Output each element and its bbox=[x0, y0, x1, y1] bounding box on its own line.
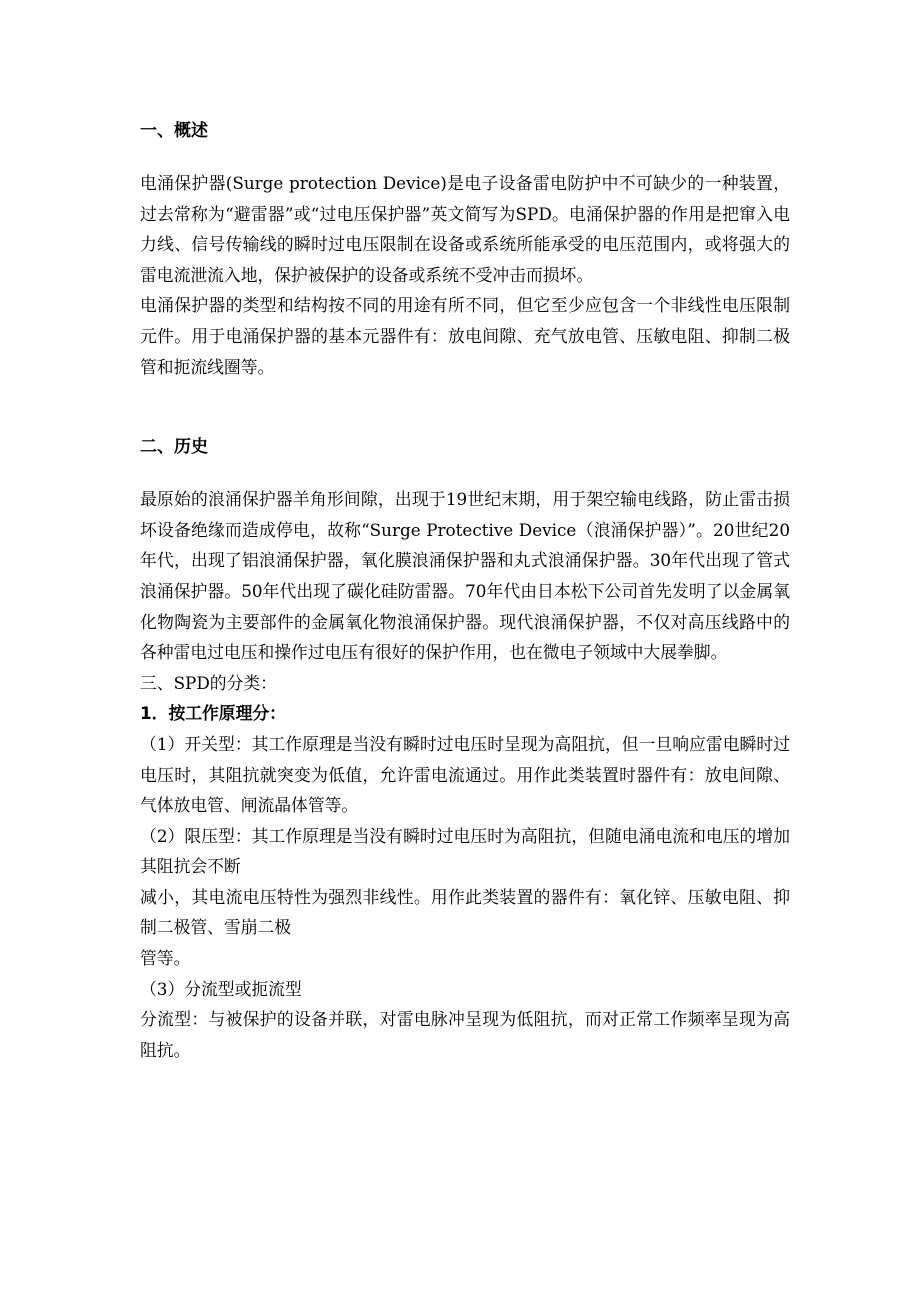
shunt-type-paragraph: 分流型：与被保护的设备并联，对雷电脉冲呈现为低阻抗，而对正常工作频率呈现为高阻抗。 bbox=[140, 1009, 790, 1060]
history-paragraph: 最原始的浪涌保护器羊角形间隙，出现于19世纪末期，用于架空输电线路，防止雷击损坏设备绝缘而造成停电，故称“Surge Protective Device（浪涌保护器）”。20世纪20年代，出现了铝浪涌保护器，氧化膜浪涌保护器和丸式浪涌保护器。30年代出现了管式浪涌保护器。50年代出现了碳化硅防雷器。70年代由日本松下公司首先发明了以金属氧化物陶瓷为主要部件的金属氧化物浪涌保护器。现代浪涌保护器，不仅对高压线路中的各种雷电过电压和操作过电压有很好的保护作用，也在微电子领域中大展拳脚。 bbox=[140, 489, 790, 663]
section-heading-classification: 三、SPD的分类： bbox=[140, 672, 277, 693]
section-heading-overview: 一、概述 bbox=[140, 121, 208, 141]
overview-paragraph-1: 电涌保护器(Surge protection Device)是电子设备雷电防护中不可缺少的一种装置，过去常称为“避雷器”或“过电压保护器”英文简写为SPD。电涌保护器的作用是把窜入电力线、信号传输线的瞬时过电压限制在设备或系统所能承受的电压范围内，或将强大的雷电流泄流入地，保护被保护的设备或系统不受冲击而损坏。 bbox=[140, 173, 790, 285]
subheading-by-principle: 1．按工作原理分： bbox=[140, 703, 286, 724]
document-body bbox=[140, 116, 790, 1065]
overview-paragraph-2: 电涌保护器的类型和结构按不同的用途有所不同，但它至少应包含一个非线性电压限制元件。用于电涌保护器的基本元器件有：放电间隙、充气放电管、压敏电阻、抑制二极管和扼流线圈等。 bbox=[140, 295, 790, 377]
switch-type-paragraph: （1）开关型：其工作原理是当没有瞬时过电压时呈现为高阻抗，但一旦响应雷电瞬时过电压时，其阻抗就突变为低值，允许雷电流通过。用作此类装置时器件有：放电间隙、气体放电管、闸流晶体管等。 bbox=[140, 733, 790, 816]
limit-type-paragraph-part3: 管等。 bbox=[140, 948, 191, 969]
limit-type-paragraph-part1: （2）限压型：其工作原理是当没有瞬时过电压时为高阻抗，但随电涌电流和电压的增加其阻抗会不断 bbox=[140, 825, 790, 877]
section-heading-history: 二、历史 bbox=[140, 437, 208, 458]
shunt-type-heading: （3）分流型或扼流型 bbox=[140, 978, 302, 999]
limit-type-paragraph-part2: 减小，其电流电压特性为强烈非线性。用作此类装置的器件有：氧化锌、压敏电阻、抑制二极管、雪崩二极 bbox=[140, 886, 790, 938]
